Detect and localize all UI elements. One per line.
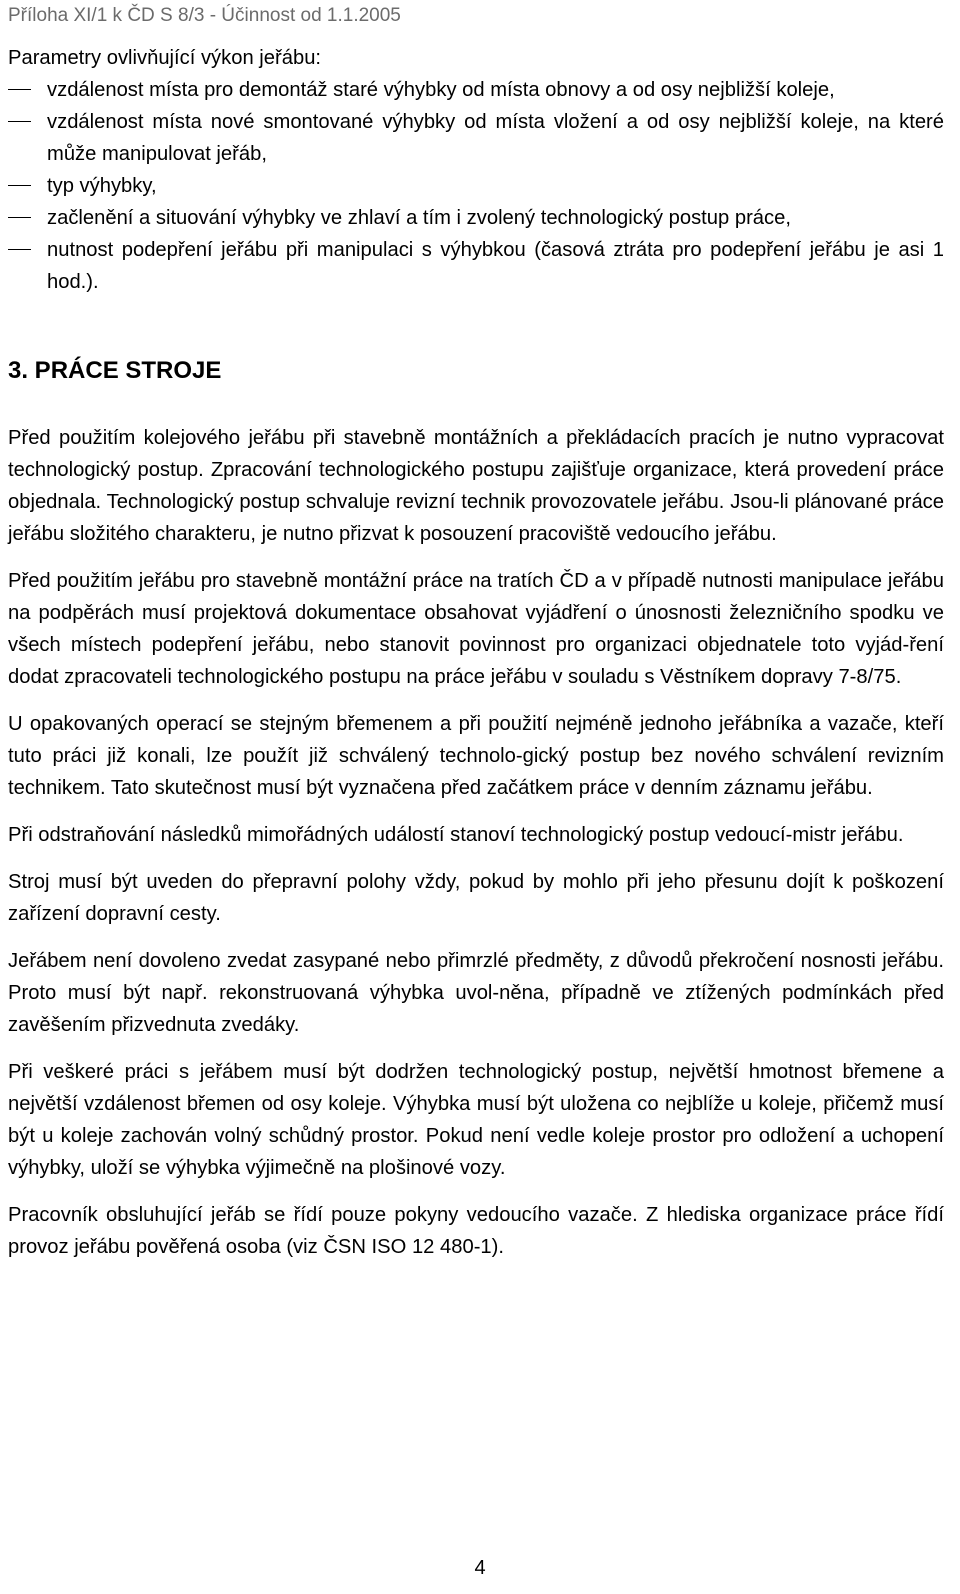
list-item-text: vzdálenost místa nové smontované výhybky od místa vložení a od osy nejbližší koleje, na které může manipulovat jeřáb, — [47, 111, 944, 165]
dash-bullet-icon — [8, 249, 31, 250]
list-item-text: nutnost podepření jeřábu při manipulaci s výhybkou (časová ztráta pro podepření jeřábu je asi 1 hod.). — [47, 239, 944, 293]
paragraph: Pracovník obsluhující jeřáb se řídí pouze pokyny vedoucího vazače. Z hlediska organizace práce řídí provoz jeřábu pověřená osoba (viz ČSN ISO 12 480-1). — [8, 1204, 944, 1258]
dash-bullet-icon — [8, 185, 31, 186]
paragraph: Při veškeré práci s jeřábem musí být dodržen technologický postup, největší hmotnost břemene a největší vzdálenost břemen od osy koleje. Výhybka musí být uložena co nejblíže u koleje, přičemž musí být u koleje zachován volný schůdný prostor. Pokud není vedle koleje prostor pro odložení a uchopení výhybky, uloží se výhybka výjimečně na plošinové vozy. — [8, 1061, 944, 1179]
list-item — [8, 170, 944, 202]
paragraph: U opakovaných operací se stejným břemenem a při použití nejméně jednoho jeřábníka a vazače, kteří tuto práci již konali, lze použít již schválený technolo-gický postup bez nového schválení revizním technikem. Tato skutečnost musí být vyznačena před začátkem práce v denním záznamu jeřábu. — [8, 713, 944, 799]
paragraph: Při odstraňování následků mimořádných událostí stanoví technologický postup vedoucí-mistr jeřábu. — [8, 824, 904, 846]
paragraph: Před použitím kolejového jeřábu při stavebně montážních a překládacích pracích je nutno vypracovat technologický postup. Zpracování technologického postupu zajišťuje organizace, která provedení práce objednala. Technologický postup schvaluje revizní technik provozovatele jeřábu. Jsou-li plánované práce jeřábu složitého charakteru, je nutno přizvat k posouzení pracoviště vedoucího jeřábu. — [8, 427, 944, 545]
list-item-text: začlenění a situování výhybky ve zhlaví a tím i zvolený technologický postup práce, — [47, 207, 791, 229]
dash-bullet-icon — [8, 121, 31, 122]
paragraph: Jeřábem není dovoleno zvedat zasypané nebo přimrzlé předměty, z důvodů překročení nosnosti jeřábu. Proto musí být např. rekonstruovaná výhybka uvol-něna, případně ve ztížených podmínkách před zavěšením přizvednuta zvedáky. — [8, 950, 944, 1036]
parameters-intro: Parametry ovlivňující výkon jeřábu: — [8, 47, 322, 69]
page-header: Příloha XI/1 k ČD S 8/3 - Účinnost od 1.1.2005 — [8, 5, 401, 26]
list-item — [8, 234, 944, 298]
dash-bullet-icon — [8, 217, 31, 218]
list-item — [8, 106, 944, 170]
section-heading: 3. PRÁCE STROJE — [8, 357, 222, 384]
document-page — [8, 0, 944, 1278]
parameters-list — [8, 74, 944, 298]
list-item-text: vzdálenost místa pro demontáž staré výhybky od místa obnovy a od osy nejbližší koleje, — [47, 79, 835, 101]
page-number: 4 — [474, 1557, 486, 1579]
dash-bullet-icon — [8, 89, 31, 90]
list-item — [8, 202, 944, 234]
paragraph: Stroj musí být uveden do přepravní polohy vždy, pokud by mohlo při jeho přesunu dojít k poškození zařízení dopravní cesty. — [8, 871, 944, 925]
list-item-text: typ výhybky, — [47, 175, 157, 197]
paragraph: Před použitím jeřábu pro stavebně montážní práce na tratích ČD a v případě nutnosti manipulace jeřábu na podpěrách musí projektová dokumentace obsahovat vyjádření o únosnosti železničního spodku ve všech místech podepření jeřábu, nebo stanovit povinnost pro organizaci objednatele toto vyjád-ření dodat zpracovateli technologického postupu na práce jeřábu v souladu s Věstníkem dopravy 7-8/75. — [8, 570, 944, 688]
list-item — [8, 74, 944, 106]
